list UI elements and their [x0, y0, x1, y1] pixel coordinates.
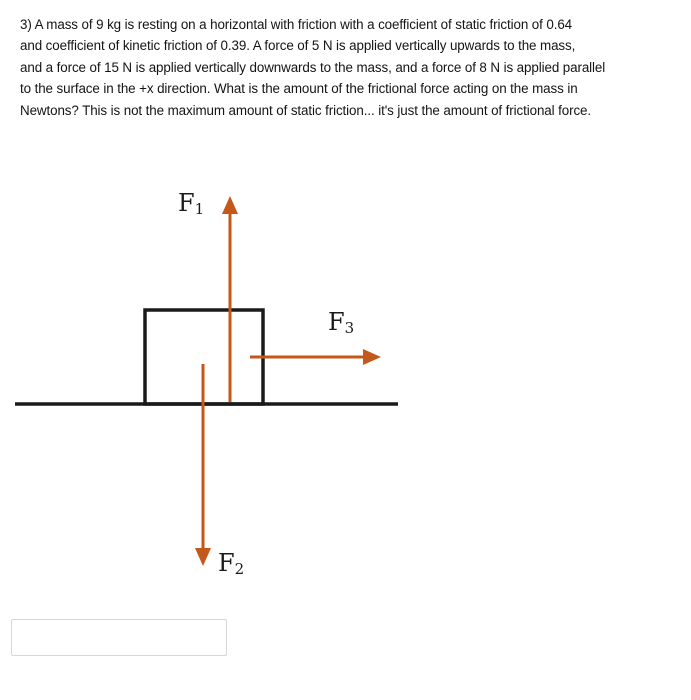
f1-label-main: F: [178, 189, 195, 217]
f3-label: [328, 308, 354, 337]
question-line-5: Newtons? This is not the maximum amount of static friction... it's just the amount of frictional force.: [20, 102, 592, 118]
question-line-3: and a force of 15 N is applied vertically downwards to the mass, and a force of 8 N is applied parallel: [20, 59, 606, 75]
f1-label: [178, 189, 204, 218]
answer-input[interactable]: [11, 619, 227, 656]
f3-arrowhead: [363, 349, 381, 365]
f2-label: [218, 549, 244, 578]
f2-arrowhead: [195, 548, 211, 566]
question-line-1: 3) A mass of 9 kg is resting on a horizontal with friction with a coefficient of static friction of 0.64: [20, 17, 573, 32]
f1-label-sub: 1: [194, 200, 205, 218]
f1-arrowhead: [222, 196, 238, 214]
f2-label-main: F: [218, 549, 235, 577]
question-text: [20, 14, 684, 121]
f3-label-main: F: [328, 308, 345, 336]
f2-label-sub: 2: [234, 560, 245, 578]
question-line-4: to the surface in the +x direction. What is the amount of the frictional force acting on the mass in: [20, 81, 578, 97]
f3-label-sub: 3: [344, 319, 355, 337]
free-body-diagram: [0, 170, 691, 590]
question-line-2: and coefficient of kinetic friction of 0.39. A force of 5 N is applied vertically upwards to the mass,: [20, 38, 576, 54]
